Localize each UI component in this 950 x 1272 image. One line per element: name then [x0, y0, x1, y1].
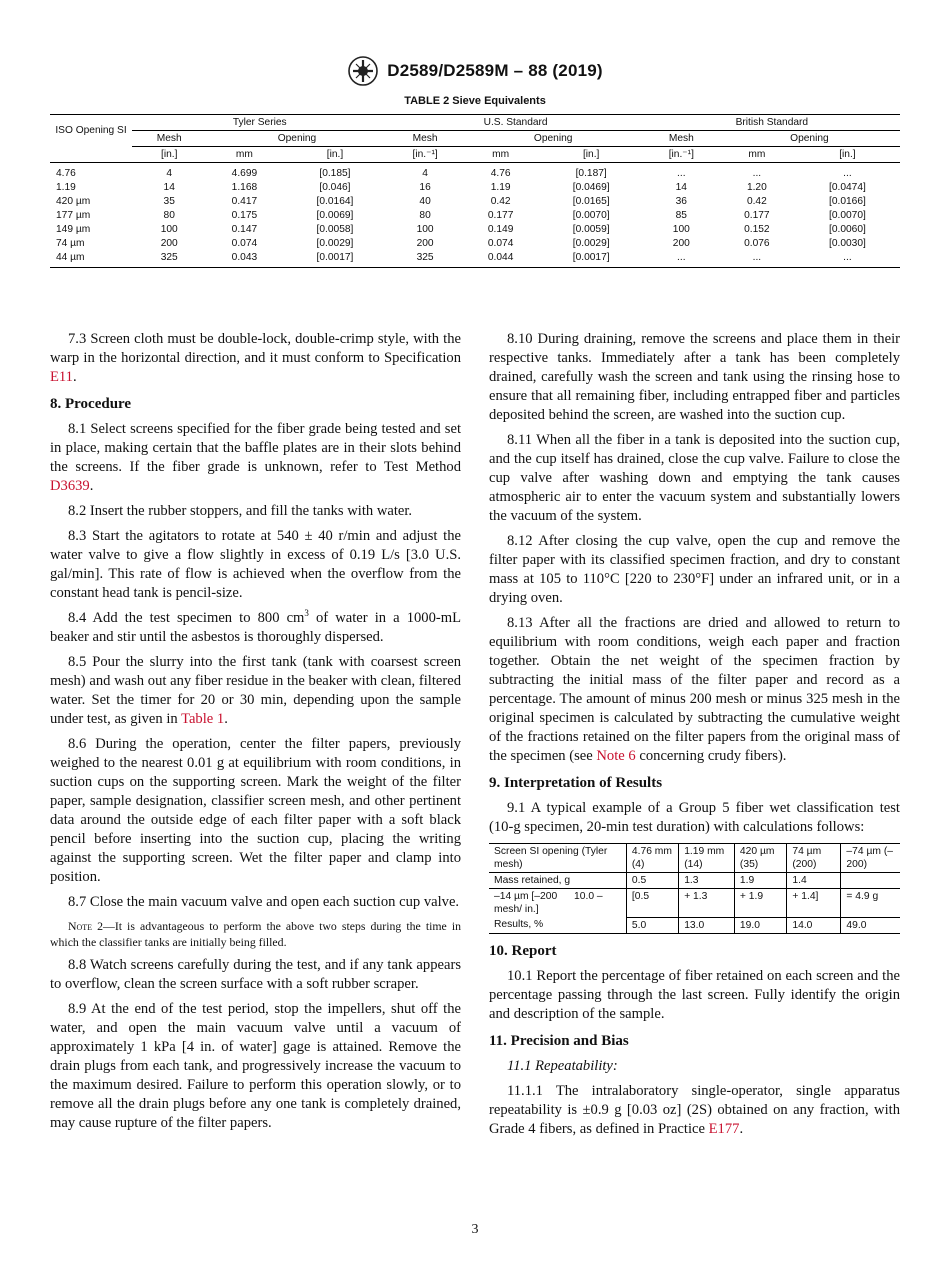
para-7-3: 7.3 Screen cloth must be double-lock, double-crimp style, with the warp in the horizontal direction, and it must conform to Specification E11.	[50, 331, 461, 385]
page-number: 3	[471, 1222, 479, 1237]
results-cell: Results, %	[489, 917, 626, 933]
results-cell: 420 µm (35)	[734, 844, 786, 873]
iso-opening-cell: 420 µm	[56, 196, 91, 207]
table2-caption: TABLE 2 Sieve Equivalents	[404, 95, 546, 107]
table-cell: 200	[672, 238, 690, 249]
table-cell: ...	[644, 251, 719, 268]
unit-header: mm	[463, 147, 539, 163]
document-header	[0, 55, 950, 87]
table-cell: 0.076	[744, 238, 770, 249]
table-row	[50, 163, 900, 182]
table-cell: [0.0059]	[572, 224, 610, 235]
section-8-heading: 8. Procedure	[50, 396, 132, 412]
table-row	[50, 251, 900, 268]
results-cell: 0.5	[626, 873, 678, 889]
table-cell: [0.0469]	[572, 182, 610, 193]
table-cell: 16	[419, 182, 431, 193]
table-cell: [0.0165]	[572, 196, 610, 207]
results-cell: –14 µm [–200 mesh/ in.]	[489, 889, 569, 918]
para-8-5: 8.5 Pour the slurry into the first tank (tank with coarsest screen mesh) and wash out any fiber residue in the beaker with clean, filtered water. Set the timer for 20 or 30 min, depending upon the sample under test, as given in Table 1.	[50, 654, 461, 727]
table-cell: [0.0070]	[829, 210, 866, 221]
british-opening-header: Opening	[719, 131, 900, 147]
results-cell: [0.5	[626, 889, 678, 918]
us-standard-header: U.S. Standard	[388, 115, 644, 131]
unit-header: mm	[206, 147, 282, 163]
table-cell: 100	[160, 224, 178, 235]
table-cell: 14	[163, 182, 175, 193]
results-cell: –74 µm (–200)	[841, 844, 900, 873]
table-cell: 200	[160, 238, 178, 249]
unit-header: [in.]	[132, 147, 206, 163]
para-9-1: 9.1 A typical example of a Group 5 fiber wet classification test (10-g specimen, 20-min test duration) with calculations follows:	[489, 800, 900, 835]
table-cell: 36	[675, 196, 687, 207]
table-cell: [0.0069]	[316, 210, 354, 221]
iso-opening-cell: 74 µm	[56, 238, 85, 249]
table-cell: ...	[677, 168, 686, 179]
sieve-equivalents-table	[50, 114, 900, 268]
tyler-mesh-header: Mesh	[132, 131, 206, 147]
table-cell: [0.0164]	[316, 196, 354, 207]
table-cell: 100	[416, 224, 434, 235]
table-cell: 0.043	[206, 251, 282, 268]
section-10-heading: 10. Report	[489, 942, 557, 959]
table-cell: 1.19	[490, 182, 511, 193]
para-8-8: 8.8 Watch screens carefully during the test, and if any tank appears to overflow, clean the screen surface with a soft rubber scraper.	[50, 957, 461, 992]
table-cell: [0.185]	[319, 168, 351, 179]
table-cell: 325	[132, 251, 206, 268]
results-cell: 1.3	[679, 873, 735, 889]
designation-title: D2589/D2589M – 88 (2019)	[387, 61, 603, 80]
table-cell: 4	[422, 168, 428, 179]
table-cell: 80	[419, 210, 431, 221]
table-row	[50, 209, 900, 223]
unit-header: mm	[719, 147, 795, 163]
results-table	[489, 843, 900, 934]
para-10-1: 10.1 Report the percentage of fiber retained on each screen and the percentage passing through the last screen. Fully identify the origin and description of the sample.	[489, 967, 900, 1022]
table-cell: 35	[163, 196, 175, 207]
table-row	[50, 195, 900, 209]
section-11-heading: 11. Precision and Bias	[489, 1032, 629, 1049]
para-11-1: 11.1 Repeatability:	[507, 1057, 618, 1074]
table-cell: 40	[419, 196, 431, 207]
table-cell: ...	[752, 168, 762, 179]
table-cell: 0.175	[231, 210, 258, 221]
table-cell: 0.42	[490, 196, 511, 207]
results-cell: 1.4	[787, 873, 841, 889]
table-row	[50, 237, 900, 251]
iso-opening-cell: 149 µm	[56, 224, 91, 235]
ref-e177-link[interactable]: E177	[708, 1120, 740, 1137]
iso-opening-cell: 1.19	[56, 182, 76, 193]
right-column	[489, 330, 900, 1145]
iso-opening-header: ISO Opening SI	[50, 115, 132, 147]
para-8-9: 8.9 At the end of the test period, stop the impellers, shut off the water, and open the main vacuum valve until a vacuum of approximately 1 kPa [4 in. of water] gage is attained. Remove the drain plugs from each tank, and progressively increase the vacuum to the maximum desired. Failure to perform this operation slowly, or to remove all the drain plugs before any one tank is completely drained, may cause rupture of the filter papers.	[50, 1001, 461, 1131]
table-cell: 0.152	[744, 224, 770, 235]
british-mesh-header: Mesh	[644, 131, 719, 147]
para-8-4: 8.4 Add the test specimen to 800 $cm^3$ of water in a 1000-mL beaker and stir until the asbestos is thoroughly dispersed.	[50, 608, 462, 645]
results-cell: = 4.9 g	[841, 889, 900, 918]
para-8-7: 8.7 Close the main vacuum valve and open each suction cup valve.	[68, 894, 460, 910]
unit-header: [in.]	[539, 147, 644, 163]
table-cell: 0.177	[744, 210, 770, 221]
table-cell: 85	[675, 210, 687, 221]
astm-logo-icon	[347, 55, 379, 87]
table-cell: ...	[795, 251, 900, 268]
table-cell: 0.147	[231, 224, 258, 235]
table-cell: 325	[388, 251, 463, 268]
table-cell: [0.187]	[575, 168, 607, 179]
ref-note6-link[interactable]: Note 6	[596, 748, 636, 764]
results-cell: 1.19 mm (14)	[679, 844, 735, 873]
table-cell: [0.0029]	[316, 238, 354, 249]
results-cell: 4.76 mm (4)	[626, 844, 678, 873]
para-8-2: 8.2 Insert the rubber stoppers, and fill the tanks with water.	[68, 503, 413, 519]
para-8-1: 8.1 Select screens specified for the fiber grade being tested and set in place, making certain that the baffle plates are in their slots behind the screens. If the fiber grade is unknown, refer to Test Method D3639.	[50, 421, 461, 494]
left-column	[50, 330, 461, 1139]
unit-header: [in.⁻¹]	[644, 147, 719, 163]
results-cell: Mass retained, g	[489, 873, 626, 889]
iso-opening-cell: 4.76	[56, 168, 76, 179]
results-cell: + 1.9	[734, 889, 786, 918]
para-8-11: 8.11 When all the fiber in a tank is deposited into the suction cup, and the cup itself has drained, close the cup valve. Failure to close the cup valve after washing down and emptying the tank causes atmospheric air to enter the vacuum system and substantially lowers the vacuum of the system.	[489, 432, 900, 524]
table-cell: 0.149	[487, 224, 514, 235]
results-cell: Screen SI opening (Tyler mesh)	[489, 844, 626, 873]
unit-header: [in.⁻¹]	[388, 147, 463, 163]
results-cell: 14.0	[787, 917, 841, 933]
para-8-3: 8.3 Start the agitators to rotate at 540 ± 40 r/min and adjust the water valve to give a flow slightly in excess of 0.19 L/s [3.0 U.S. gal/min]. This rate of flow is achieved when the overflow from the constant head tank is pencil-size.	[50, 528, 461, 601]
table-cell: 0.074	[231, 238, 258, 249]
results-cell: 19.0	[734, 917, 786, 933]
us-opening-header: Opening	[463, 131, 644, 147]
us-mesh-header: Mesh	[388, 131, 463, 147]
para-8-13: 8.13 After all the fractions are dried and allowed to return to equilibrium with room conditions, weigh each paper and fraction together. Obtain the net weight of the specimen fraction by subtracting the initial mass of the filter paper and record as a percentage. The amount of minus 200 mesh or minus 325 mesh in the original specimen is calculated by subtracting the cumulative weight of the fractions retained on the filter papers from the original mass of the specimen (see Note 6 concerning crudy fibers).	[489, 615, 900, 764]
table-cell: [0.0474]	[829, 182, 866, 193]
ref-d3639-link[interactable]: D3639	[50, 478, 90, 494]
table-cell: [0.0070]	[572, 210, 610, 221]
table-cell: 4	[166, 168, 173, 179]
table-cell: [0.0058]	[316, 224, 354, 235]
table-cell: [0.0017]	[282, 251, 387, 268]
table-cell: 1.168	[231, 182, 258, 193]
results-cell: + 1.3	[679, 889, 735, 918]
para-8-12: 8.12 After closing the cup valve, open the cup and remove the filter paper with its classified specimen fraction, and dry to constant mass at 105 to 110°C [220 to 230°F] under an infrared unit, or in a drying oven.	[489, 533, 900, 606]
table-cell: [0.0029]	[572, 238, 610, 249]
table-cell: 4.76	[490, 168, 511, 179]
note-2: Note 2—It is advantageous to perform the above two steps during the time in which the classifier tanks are initially being filled.	[50, 919, 461, 949]
tyler-opening-header: Opening	[206, 131, 387, 147]
table-cell: 14	[675, 182, 687, 193]
results-cell: 49.0	[841, 917, 900, 933]
table-cell: 200	[416, 238, 434, 249]
section-9-heading: 9. Interpretation of Results	[489, 775, 663, 791]
table-cell: [0.0017]	[539, 251, 644, 268]
results-cell: 13.0	[679, 917, 735, 933]
ref-table1-link[interactable]: Table 1	[181, 711, 225, 727]
ref-e11-link[interactable]: E11	[50, 369, 73, 385]
results-cell	[841, 873, 900, 889]
table-cell: 4.699	[231, 168, 258, 179]
table-cell: ...	[843, 168, 852, 179]
unit-header: [in.]	[282, 147, 387, 163]
table-cell: [0.0166]	[829, 196, 866, 207]
iso-opening-cell: 44 µm	[50, 251, 132, 268]
table-cell: [0.046]	[319, 182, 351, 193]
table-row	[50, 223, 900, 237]
unit-header: [in.]	[795, 147, 900, 163]
table-cell: 0.074	[487, 238, 514, 249]
table-cell: [0.0060]	[829, 224, 866, 235]
table-cell: 1.20	[746, 182, 767, 193]
table-cell: 80	[163, 210, 175, 221]
table-cell: 100	[672, 224, 690, 235]
table-cell: 0.044	[463, 251, 539, 268]
results-cell: 74 µm (200)	[787, 844, 841, 873]
table-cell: [0.0030]	[829, 238, 866, 249]
tyler-series-header: Tyler Series	[132, 115, 388, 131]
table-cell: 0.177	[487, 210, 514, 221]
table-cell: 0.417	[231, 196, 258, 207]
table-cell: 0.42	[746, 196, 767, 207]
table-row	[50, 181, 900, 195]
para-8-10: 8.10 During draining, remove the screens and place them in their respective tanks. Immediately after a tank has been completely drained, carefully wash the screen and tank using the rinsing hose to ensure that all remaining fiber, including entrapped fiber and particles deposited behind the screen, are washed into the suction cup.	[489, 331, 900, 423]
british-standard-header: British Standard	[644, 115, 900, 131]
results-cell: 1.9	[734, 873, 786, 889]
table-cell: ...	[719, 251, 795, 268]
results-cell: + 1.4]	[787, 889, 841, 918]
iso-opening-cell: 177 µm	[56, 210, 91, 221]
results-cell: 10.0 –	[569, 889, 626, 918]
results-cell: 5.0	[626, 917, 678, 933]
para-11-1-1: 11.1.1 The intralaboratory single-operator, single apparatus repeatability is ±0.9 g [0.03 oz] (2S) obtained on any fraction, with Grade 4 fibers, as defined in Practice E177.	[489, 1082, 900, 1137]
para-8-6: 8.6 During the operation, center the filter papers, previously weighed to the nearest 0.01 g at equilibrium with room conditions, in suction cups on the supporting screen. Mark the weight of the filter paper, sample designation, classifier screen mesh, and other pertinent data around the outside edge of each filter paper with a soft black pencil before inserting into the suction cup, placing the writing against the supporting screen. Wet the filter paper and clamp into position.	[50, 736, 461, 885]
